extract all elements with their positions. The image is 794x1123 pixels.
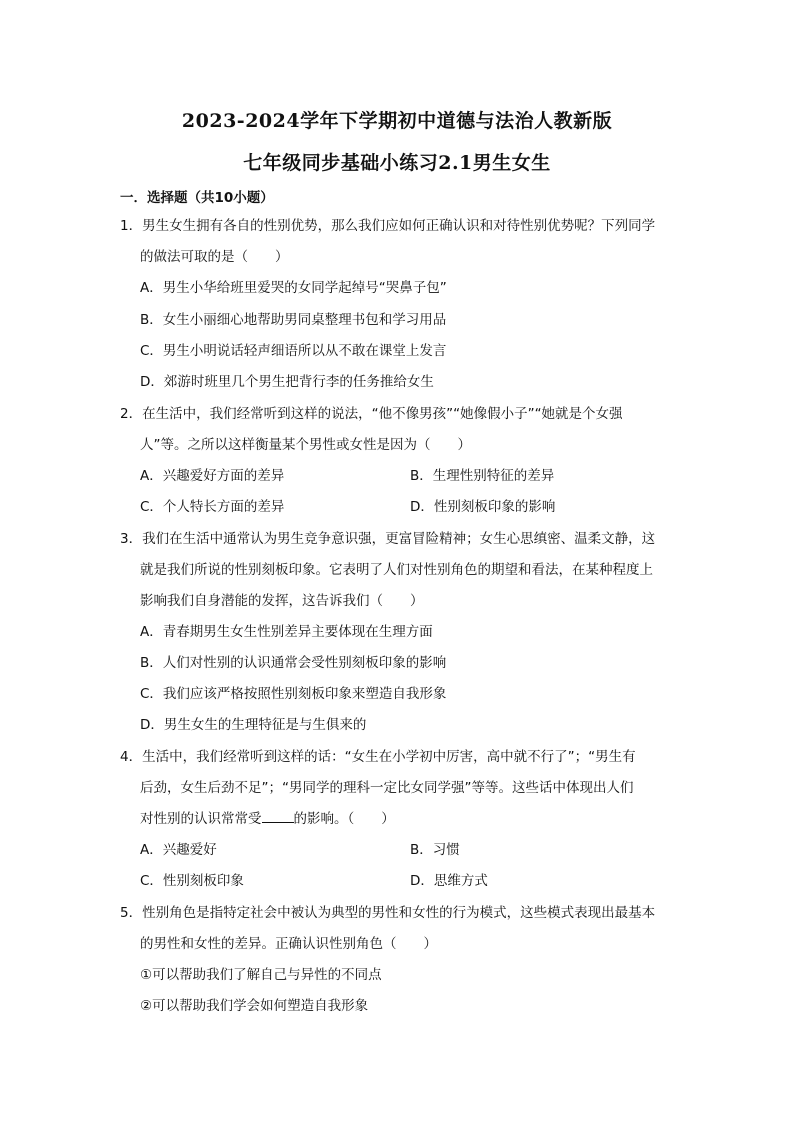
q1-stem-line-2: 的做法可取的是（ ）: [140, 249, 289, 265]
q1-option-d: D．郊游时班里几个男生把背行李的任务推给女生: [140, 374, 434, 390]
q4-stem-line-3: [140, 809, 395, 829]
q3-stem-line-1: 3．我们在生活中通常认为男生竞争意识强，更富冒险精神；女生心思缜密、温柔文静，这: [120, 531, 656, 547]
q4-stem-line-2: 后劲，女生后劲不足”；“男同学的理科一定比女同学强”等等。这些话中体现出人们: [140, 780, 634, 796]
q4-option-a: A．兴趣爱好: [140, 842, 217, 858]
q3-option-d: D．男生女生的生理特征是与生俱来的: [140, 717, 367, 733]
q1-option-c: C．男生小明说话轻声细语所以从不敢在课堂上发言: [140, 343, 447, 359]
document-title-line-2: 七年级同步基础小练习2.1男生女生: [243, 152, 551, 174]
section-heading: 一．选择题（共10小题）: [120, 190, 274, 206]
q1-option-b: B．女生小丽细心地帮助男同桌整理书包和学习用品: [140, 312, 447, 328]
q5-item-1: ①可以帮助我们了解自己与异性的不同点: [140, 967, 382, 983]
q5-stem-line-1: 5．性别角色是指特定社会中被认为典型的男性和女性的行为模式，这些模式表现出最基本: [120, 905, 656, 921]
q3-option-c: C．我们应该严格按照性别刻板印象来塑造自我形象: [140, 686, 447, 702]
q4-stem-line-1: 4．生活中，我们经常听到这样的话：“女生在小学初中厉害，高中就不行了”；“男生有: [120, 749, 636, 765]
answer-blank: [262, 809, 294, 823]
q3-option-a: A．青春期男生女生性别差异主要体现在生理方面: [140, 624, 433, 640]
q3-option-b: B．人们对性别的认识通常会受性别刻板印象的影响: [140, 655, 447, 671]
q2-option-b: B．生理性别特征的差异: [410, 468, 555, 484]
q2-stem-line-2: 人”等。之所以这样衡量某个男性或女性是因为（ ）: [140, 437, 471, 453]
q4-option-c: C．性别刻板印象: [140, 873, 244, 889]
q4-stem-line-3-after-blank: 的影响。（ ）: [293, 811, 395, 827]
q2-option-a: A．兴趣爱好方面的差异: [140, 468, 285, 484]
document-title-line-1: 2023-2024学年下学期初中道德与法治人教新版: [181, 110, 613, 132]
q2-option-d: D．性别刻板印象的影响: [410, 499, 556, 515]
q1-stem-line-1: 1．男生女生拥有各自的性别优势，那么我们应如何正确认识和对待性别优势呢？下列同学: [120, 218, 656, 234]
q2-option-c: C．个人特长方面的差异: [140, 499, 285, 515]
q2-stem-line-1: 2．在生活中，我们经常听到这样的说法，“他不像男孩”“她像假小子”“她就是个女强: [120, 406, 623, 422]
q5-item-2: ②可以帮助我们学会如何塑造自我形象: [140, 998, 369, 1014]
q3-stem-line-3: 影响我们自身潜能的发挥，这告诉我们（ ）: [140, 593, 424, 609]
q1-option-a: A．男生小华给班里爱哭的女同学起绰号“哭鼻子包”: [140, 280, 447, 296]
q5-stem-line-2: 的男性和女性的差异。正确认识性别角色（ ）: [140, 936, 437, 952]
q4-option-b: B．习惯: [410, 842, 460, 858]
q4-option-d: D．思维方式: [410, 873, 488, 889]
q3-stem-line-2: 就是我们所说的性别刻板印象。它表明了人们对性别角色的期望和看法，在某种程度上: [140, 562, 653, 578]
q4-stem-line-3-before-blank: 对性别的认识常常受: [140, 811, 262, 827]
